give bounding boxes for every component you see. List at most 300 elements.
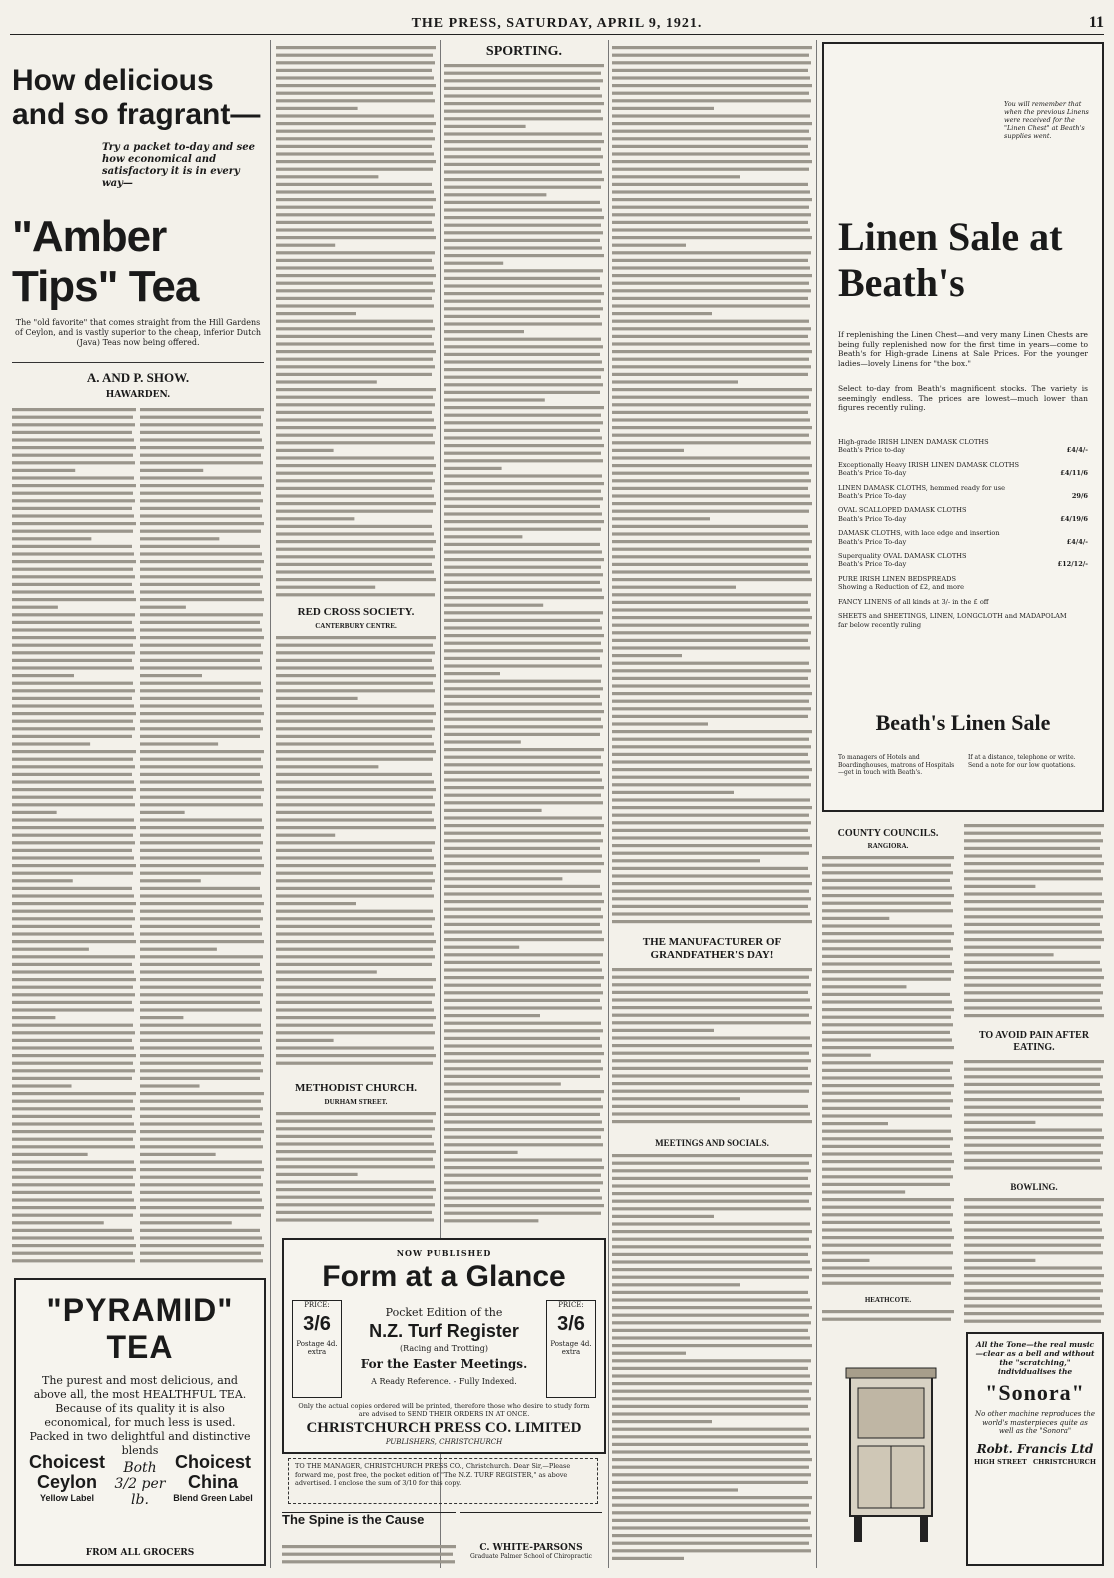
- text-line: [276, 872, 433, 875]
- text-line: [612, 631, 811, 634]
- text-line: [612, 1481, 808, 1484]
- text-line: [140, 796, 261, 799]
- text-line: [612, 1074, 810, 1077]
- text-line: [140, 583, 260, 586]
- text-line: [444, 756, 601, 759]
- text-line: [612, 753, 808, 756]
- text-line: [444, 459, 603, 462]
- text-line: [444, 505, 600, 508]
- text-line: [276, 578, 436, 581]
- text-line: [612, 1154, 812, 1157]
- text-line: [276, 1142, 434, 1145]
- text-line: [276, 1024, 433, 1027]
- text-line: [444, 155, 603, 158]
- text-line: [140, 1016, 183, 1019]
- text-line: [12, 454, 133, 457]
- text-line: [12, 628, 134, 631]
- text-line: [276, 636, 436, 639]
- column-rule: [608, 40, 609, 1568]
- text-line: [140, 1024, 261, 1027]
- text-line: [12, 902, 136, 905]
- text-line: [612, 464, 812, 467]
- text-line: [612, 297, 808, 300]
- text-line: [444, 816, 602, 819]
- pyramid-china-name: Choicest China: [174, 1452, 252, 1492]
- text-line: [444, 307, 603, 310]
- text-line: [444, 619, 600, 622]
- text-line: [612, 616, 812, 619]
- text-line: [822, 894, 954, 897]
- text-line: [612, 114, 810, 117]
- text-line: [276, 940, 436, 943]
- text-line: [612, 1428, 809, 1431]
- text-line: [276, 1173, 358, 1176]
- text-line: [140, 841, 263, 844]
- text-line: [12, 925, 132, 928]
- text-line: [612, 624, 809, 627]
- bowling-article: [964, 1196, 1104, 1326]
- text-line: [612, 1420, 712, 1423]
- text-line: [140, 955, 263, 958]
- text-line: [444, 1006, 602, 1009]
- masthead: [10, 14, 1104, 35]
- text-line: [444, 999, 600, 1002]
- text-line: [612, 829, 808, 832]
- text-line: [822, 1054, 871, 1057]
- linen-item-reg: Showing a Reduction of £2, and more: [838, 583, 965, 592]
- text-line: [276, 532, 434, 535]
- linen-item-reg: Beath's Price To-day: [838, 492, 907, 501]
- text-line: [444, 1098, 601, 1101]
- text-line: [444, 444, 604, 447]
- text-line: [444, 482, 604, 485]
- text-line: [140, 1077, 260, 1080]
- text-line: [276, 304, 434, 307]
- text-line: [140, 811, 185, 814]
- form-at-a-glance-ad: [282, 1238, 606, 1454]
- text-line: [612, 198, 812, 201]
- methodist-article: [276, 1110, 436, 1230]
- text-line: [612, 130, 809, 133]
- text-line: [444, 1075, 600, 1078]
- text-line: [140, 1206, 264, 1209]
- text-line: [140, 438, 262, 441]
- text-line: [444, 429, 600, 432]
- methodist-heading: METHODIST CHURCH.: [294, 1082, 418, 1094]
- text-line: [444, 452, 601, 455]
- text-line: [444, 626, 602, 629]
- text-line: [282, 1545, 456, 1548]
- text-line: [276, 168, 433, 171]
- text-line: [140, 469, 203, 472]
- text-line: [612, 1052, 809, 1055]
- text-line: [140, 887, 260, 890]
- text-line: [964, 847, 1100, 850]
- text-line: [964, 870, 1101, 873]
- text-line: [276, 502, 436, 505]
- text-line: [964, 1060, 1104, 1063]
- text-line: [612, 1253, 808, 1256]
- text-line: [612, 365, 811, 368]
- text-line: [444, 657, 600, 660]
- text-line: [444, 748, 604, 751]
- bowling-heading: BOWLING.: [1010, 1182, 1058, 1192]
- text-line: [276, 879, 435, 882]
- county-councils-article: [822, 854, 954, 1290]
- text-line: [276, 213, 435, 216]
- text-line: [140, 484, 264, 487]
- linen-item-name: LINEN DAMASK CLOTHS, hemmed ready for use: [838, 483, 1006, 492]
- text-line: [276, 244, 335, 247]
- text-line: [612, 1245, 811, 1248]
- text-line: [444, 1090, 604, 1093]
- text-line: [612, 456, 810, 459]
- text-line: [612, 1526, 810, 1529]
- text-line: [276, 659, 432, 662]
- text-line: [140, 1244, 264, 1247]
- text-line: [276, 114, 434, 117]
- linen-footer: Beath's Linen Sale: [875, 710, 1051, 735]
- text-line: [964, 938, 1104, 941]
- text-line: [444, 809, 542, 812]
- text-line: [612, 396, 809, 399]
- linen-item-reg: Beath's Price To-day: [838, 560, 907, 569]
- linen-item-reg: Beath's Price To-day: [838, 469, 907, 478]
- text-line: [12, 484, 136, 487]
- form-price-value: 3/6: [557, 1313, 585, 1335]
- text-line: [276, 266, 434, 269]
- text-line: [276, 986, 433, 989]
- text-line: [612, 358, 809, 361]
- text-line: [444, 1082, 561, 1085]
- text-line: [612, 1458, 812, 1461]
- text-line: [612, 700, 809, 703]
- text-line: [276, 122, 436, 125]
- text-line: [612, 570, 810, 573]
- text-line: [612, 983, 811, 986]
- text-line: [140, 613, 263, 616]
- text-line: [276, 365, 435, 368]
- text-line: [964, 1128, 1102, 1131]
- text-line: [612, 92, 809, 95]
- text-line: [444, 193, 546, 196]
- text-line: [444, 79, 603, 82]
- text-line: [276, 274, 436, 277]
- text-line: [140, 1236, 262, 1239]
- text-line: [822, 993, 950, 996]
- text-line: [140, 963, 260, 966]
- text-line: [12, 613, 135, 616]
- text-line: [444, 1189, 600, 1192]
- text-line: [12, 993, 135, 996]
- text-line: [12, 644, 133, 647]
- text-line: [140, 659, 260, 662]
- text-line: [444, 368, 604, 371]
- text-line: [444, 330, 524, 333]
- text-line: [612, 912, 810, 915]
- text-line: [276, 963, 432, 966]
- text-lines: [276, 634, 436, 1074]
- text-line: [276, 563, 432, 566]
- masthead-title: THE PRESS, SATURDAY, APRIL 9, 1921.: [411, 16, 703, 31]
- text-line: [276, 92, 433, 95]
- text-line: [964, 1221, 1100, 1224]
- text-line: [444, 984, 601, 987]
- text-line: [612, 472, 809, 475]
- text-line: [612, 662, 809, 665]
- text-line: [612, 1177, 808, 1180]
- text-line: [12, 758, 133, 761]
- text-line: [140, 446, 264, 449]
- text-line: [276, 1112, 436, 1115]
- text-line: [276, 948, 433, 951]
- text-line: [282, 1560, 455, 1563]
- text-line: [612, 1215, 714, 1218]
- text-line: [276, 145, 432, 148]
- text-line: [444, 1151, 518, 1154]
- text-line: [276, 396, 433, 399]
- text-line: [964, 1320, 1101, 1323]
- text-line: [12, 849, 132, 852]
- text-line: [444, 725, 603, 728]
- text-line: [12, 856, 134, 859]
- text-line: [276, 978, 436, 981]
- text-line: [276, 955, 435, 958]
- text-line: [276, 107, 358, 110]
- text-line: [964, 1312, 1104, 1315]
- text-line: [612, 1542, 809, 1545]
- text-line: [444, 968, 602, 971]
- text-line: [612, 1314, 809, 1317]
- text-line: [612, 867, 808, 870]
- phonograph-cabinet-illustration: [822, 1336, 960, 1564]
- text-line: [612, 798, 810, 801]
- text-line: [444, 1037, 600, 1040]
- amber-tips-ad: [12, 42, 264, 363]
- text-line: [140, 1031, 263, 1034]
- text-line: [12, 773, 132, 776]
- text-line: [12, 1016, 55, 1019]
- text-line: [612, 76, 810, 79]
- text-line: [964, 1266, 1102, 1269]
- text-line: [444, 163, 600, 166]
- text-line: [964, 1259, 1035, 1262]
- form-price-box-left: [292, 1300, 342, 1398]
- text-line: [612, 1519, 808, 1522]
- text-line: [444, 733, 600, 736]
- text-line: [444, 117, 603, 120]
- text-line: [612, 487, 808, 490]
- text-line: [140, 1046, 262, 1049]
- text-line: [612, 236, 812, 239]
- text-line: [612, 1488, 738, 1491]
- text-line: [276, 666, 434, 669]
- ap-show-article: [12, 406, 136, 1266]
- text-line: [444, 436, 602, 439]
- text-line: [612, 920, 812, 923]
- text-lines: [276, 44, 436, 600]
- text-line: [822, 909, 953, 912]
- text-line: [276, 803, 435, 806]
- sonora-brand: "Sonora": [985, 1380, 1085, 1405]
- linen-item-reg: Beath's Price To-day: [838, 537, 907, 546]
- spine-body: [282, 1543, 456, 1569]
- form-publisher: CHRISTCHURCH PRESS CO. LIMITED: [306, 1420, 582, 1436]
- text-line: [12, 1115, 132, 1118]
- text-line: [964, 1006, 1102, 1009]
- text-line: [822, 955, 950, 958]
- text-line: [276, 449, 334, 452]
- text-line: [12, 583, 132, 586]
- text-line: [140, 1214, 261, 1217]
- sonora-address-right: CHRISTCHURCH: [1033, 1457, 1096, 1466]
- ap-show-subheading: HAWARDEN.: [105, 390, 171, 400]
- text-line: [822, 924, 952, 927]
- text-line: [12, 507, 132, 510]
- text-line: [444, 824, 604, 827]
- text-line: [444, 490, 601, 493]
- text-line: [822, 1069, 950, 1072]
- text-line: [612, 183, 808, 186]
- text-line: [444, 961, 600, 964]
- text-line: [612, 373, 808, 376]
- text-line: [964, 1098, 1104, 1101]
- text-line: [12, 1001, 132, 1004]
- text-line: [12, 1138, 133, 1141]
- text-line: [822, 1318, 951, 1321]
- text-lines: [964, 1196, 1104, 1326]
- text-line: [964, 1014, 1104, 1017]
- text-line: [822, 1023, 953, 1026]
- text-line: [444, 1136, 601, 1139]
- linen-item: [838, 575, 1088, 592]
- text-line: [612, 998, 810, 1001]
- text-line: [822, 1168, 951, 1171]
- text-line: [12, 1214, 133, 1217]
- text-line: [12, 917, 135, 920]
- column-rule: [816, 40, 817, 1568]
- text-line: [140, 1062, 261, 1065]
- text-line: [444, 1120, 602, 1123]
- text-line: [276, 1203, 435, 1206]
- text-line: [140, 507, 260, 510]
- text-line: [12, 423, 135, 426]
- text-line: [612, 669, 811, 672]
- text-line: [276, 190, 434, 193]
- text-line: [12, 438, 134, 441]
- text-line: [276, 259, 432, 262]
- text-line: [276, 297, 432, 300]
- text-line: [444, 946, 519, 949]
- text-line: [276, 1046, 434, 1049]
- text-line: [276, 160, 436, 163]
- text-line: [612, 593, 811, 596]
- order-coupon: TO THE MANAGER, CHRISTCHURCH PRESS CO., Christchurch. Dear Sir,—Please forward me, post free, the pocket edition of "The N.Z. TURF REGISTER," as above advertised. I enclose the sum of 3/10 for this copy.: [288, 1458, 598, 1504]
- text-line: [612, 991, 808, 994]
- linen-item-reg: far below recently ruling: [838, 620, 922, 629]
- text-line: [444, 1219, 538, 1222]
- text-line: [276, 198, 436, 201]
- text-line: [444, 421, 603, 424]
- text-line: [12, 864, 136, 867]
- text-line: [822, 1206, 951, 1209]
- text-line: [276, 570, 434, 573]
- text-line: [612, 1557, 684, 1560]
- text-line: [612, 479, 811, 482]
- text-line: [444, 132, 602, 135]
- sonora-tagline: All the Tone—the real music—clear as a bell and without the "scratching," individualises the: [975, 1340, 1095, 1376]
- text-line: [140, 1176, 261, 1179]
- text-line: [444, 953, 603, 956]
- text-line: [276, 1158, 433, 1161]
- text-line: [140, 1130, 264, 1133]
- text-line: [444, 718, 601, 721]
- county-councils-article: [964, 822, 1104, 1026]
- text-line: [276, 993, 435, 996]
- text-line: [612, 548, 809, 551]
- text-line: [444, 794, 601, 797]
- pyramid-price: Both 3/2 per lb.: [114, 1460, 166, 1508]
- text-line: [444, 566, 601, 569]
- linen-note: You will remember that when the previous Linens were received for the "Linen Chest" at Beath's supplies went.: [1004, 100, 1089, 140]
- text-line: [612, 434, 809, 437]
- text-line: [12, 720, 133, 723]
- text-line: [12, 1168, 136, 1171]
- text-line: [964, 1289, 1103, 1292]
- text-line: [822, 1236, 954, 1239]
- text-line: [12, 682, 133, 685]
- text-line: [140, 598, 264, 601]
- text-line: [964, 946, 1101, 949]
- text-line: [964, 1136, 1104, 1139]
- text-line: [822, 1190, 905, 1193]
- text-line: [822, 1274, 954, 1277]
- text-line: [276, 1001, 432, 1004]
- text-line: [444, 695, 600, 698]
- text-line: [822, 1160, 954, 1163]
- text-line: [964, 1090, 1102, 1093]
- text-line: [140, 1039, 260, 1042]
- text-line: [612, 221, 808, 224]
- text-line: [12, 1221, 104, 1224]
- text-line: [964, 1198, 1104, 1201]
- text-line: [276, 434, 433, 437]
- text-line: [612, 266, 810, 269]
- text-line: [444, 877, 562, 880]
- text-line: [612, 1496, 812, 1499]
- text-lines: [612, 1152, 812, 1566]
- text-line: [964, 1068, 1101, 1071]
- text-line: [612, 1162, 809, 1165]
- text-line: [964, 1297, 1100, 1300]
- text-line: [276, 712, 436, 715]
- text-line: [140, 1100, 261, 1103]
- text-line: [444, 558, 604, 561]
- text-line: [140, 1191, 260, 1194]
- text-line: [140, 1069, 263, 1072]
- text-line: [12, 522, 136, 525]
- text-line: [140, 636, 264, 639]
- text-line: [612, 411, 808, 414]
- text-line: [12, 712, 136, 715]
- text-line: [612, 1207, 811, 1210]
- text-line: [612, 722, 708, 725]
- text-line: [276, 183, 432, 186]
- text-line: [444, 664, 602, 667]
- text-line: [444, 414, 601, 417]
- text-line: [612, 502, 812, 505]
- text-line: [276, 682, 433, 685]
